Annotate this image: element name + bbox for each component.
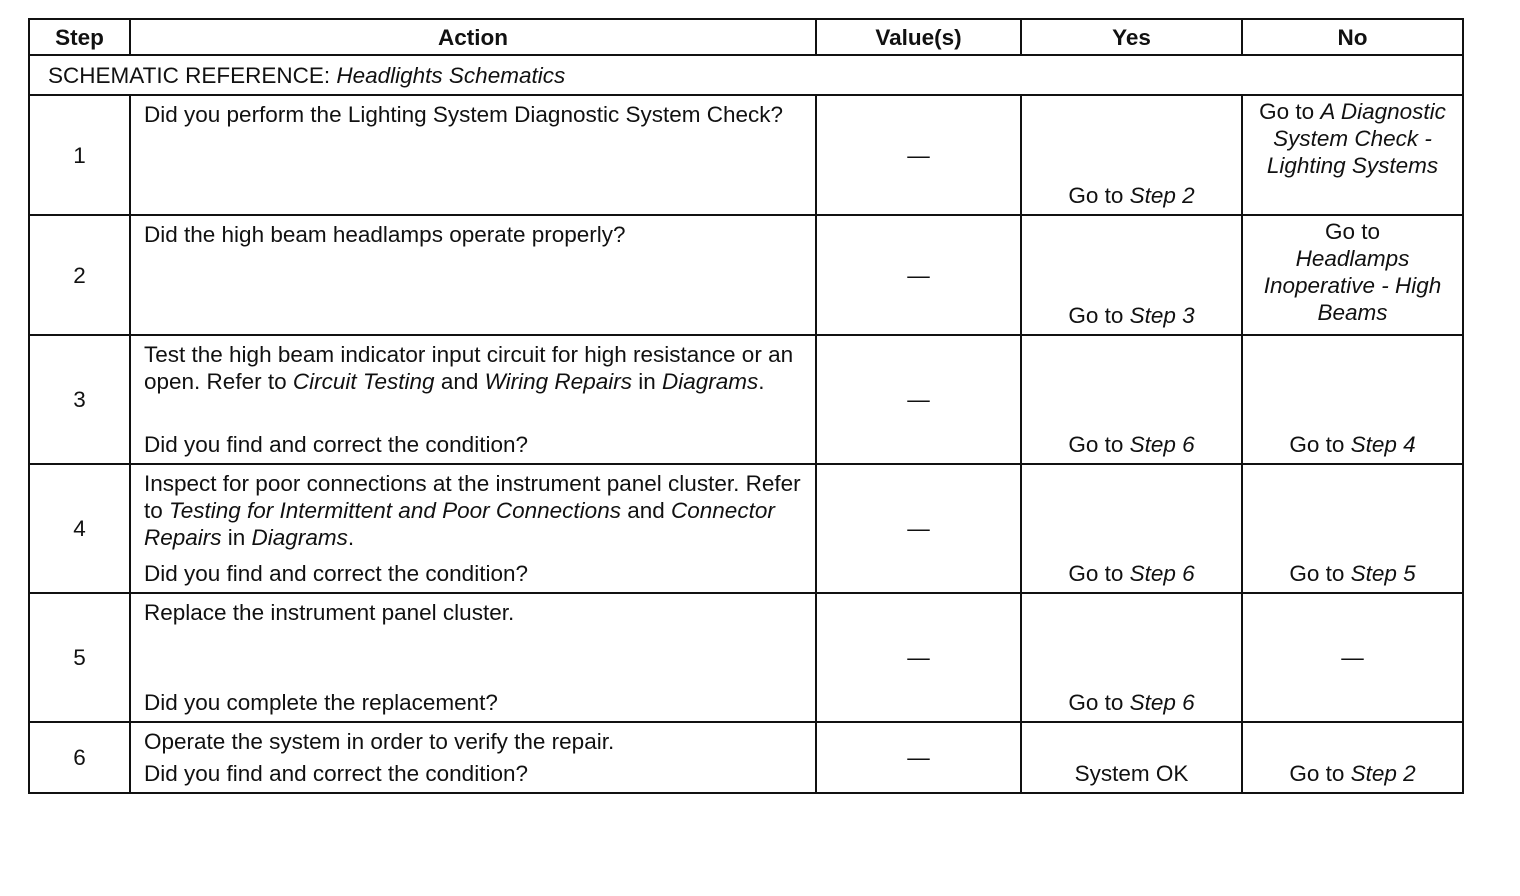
yes-cell: [1021, 593, 1242, 722]
ref-testing-intermittent[interactable]: Testing for Intermittent and Poor Connections: [169, 498, 621, 523]
action-text: Did you perform the Lighting System Diagnostic System Check?: [144, 102, 784, 127]
yes-cell: [1021, 95, 1242, 215]
no-goto[interactable]: [1243, 560, 1462, 587]
action-text-part: in: [221, 525, 252, 550]
no-prefix: Go to: [1324, 219, 1381, 244]
yes-link[interactable]: Step 6: [1129, 432, 1195, 457]
no-link[interactable]: Step 4: [1350, 432, 1416, 457]
action-cell: [130, 215, 816, 335]
action-text-part: and: [620, 498, 672, 523]
value-cell: —: [816, 335, 1021, 464]
action-cell: [130, 593, 816, 722]
header-row: [29, 19, 1463, 55]
action-question: Did you find and correct the condition?: [144, 561, 528, 586]
diagnostic-table: [28, 18, 1464, 794]
action-text: Replace the instrument panel cluster.: [144, 600, 515, 625]
action-cell: [130, 95, 816, 215]
no-cell: [1242, 95, 1463, 215]
no-goto[interactable]: [1243, 96, 1462, 179]
action-text-part: Test the high beam indicator input circuit for high resistance or an open. Refer to: [144, 342, 794, 394]
yes-link[interactable]: Step 3: [1129, 303, 1195, 328]
action-question: Did you find and correct the condition?: [144, 432, 528, 457]
action-question: Did you find and correct the condition?: [144, 761, 528, 786]
step-number: 2: [29, 215, 130, 335]
no-link[interactable]: Step 2: [1350, 761, 1416, 786]
yes-result: System OK: [1074, 761, 1189, 786]
value-cell: —: [816, 464, 1021, 593]
no-prefix: Go to: [1289, 432, 1351, 457]
action-text-part: .: [347, 525, 355, 550]
yes-prefix: Go to: [1068, 303, 1130, 328]
table-row: [29, 464, 1463, 593]
schematic-reference-link[interactable]: Headlights Schematics: [336, 62, 566, 88]
step-number: 3: [29, 335, 130, 464]
yes-cell: [1021, 215, 1242, 335]
yes-link[interactable]: Step 6: [1129, 690, 1195, 715]
table-row: [29, 593, 1463, 722]
schematic-reference-row: [29, 55, 1463, 95]
ref-diagrams[interactable]: Diagrams: [661, 369, 759, 394]
no-prefix: Go to: [1259, 99, 1321, 124]
schematic-reference-label: SCHEMATIC REFERENCE:: [48, 62, 337, 88]
no-link[interactable]: Headlamps Inoperative - High Beams: [1263, 246, 1442, 325]
value-cell: —: [816, 722, 1021, 793]
no-prefix: Go to: [1289, 561, 1351, 586]
header-action: Action: [130, 19, 816, 55]
ref-diagrams[interactable]: Diagrams: [251, 525, 348, 550]
no-cell: —: [1242, 593, 1463, 722]
no-cell: [1242, 215, 1463, 335]
no-prefix: Go to: [1289, 761, 1351, 786]
value-cell: —: [816, 593, 1021, 722]
value-cell: —: [816, 95, 1021, 215]
yes-goto[interactable]: [1022, 182, 1241, 209]
no-cell: [1242, 722, 1463, 793]
yes-cell: [1021, 722, 1242, 793]
yes-goto[interactable]: [1022, 560, 1241, 587]
action-text-part: and: [434, 369, 485, 394]
yes-link[interactable]: Step 2: [1129, 183, 1195, 208]
yes-prefix: Go to: [1068, 561, 1130, 586]
action-text: Operate the system in order to verify the repair.: [144, 729, 615, 754]
yes-prefix: Go to: [1068, 690, 1130, 715]
action-text-part: in: [631, 369, 662, 394]
no-link[interactable]: Step 5: [1350, 561, 1416, 586]
action-text-part: .: [758, 369, 765, 394]
table-row: [29, 95, 1463, 215]
header-no: No: [1242, 19, 1463, 55]
yes-goto[interactable]: [1022, 302, 1241, 329]
action-cell: [130, 464, 816, 593]
no-link[interactable]: A Diagnostic System Check - Lighting Systems: [1266, 99, 1446, 178]
schematic-reference: [29, 55, 1463, 95]
header-values: Value(s): [816, 19, 1021, 55]
header-step: Step: [29, 19, 130, 55]
step-number: 6: [29, 722, 130, 793]
header-yes: Yes: [1021, 19, 1242, 55]
action-text: Did the high beam headlamps operate properly?: [144, 222, 626, 247]
value-cell: —: [816, 215, 1021, 335]
no-cell: [1242, 464, 1463, 593]
action-text: [144, 341, 805, 395]
action-cell: [130, 335, 816, 464]
no-goto[interactable]: [1243, 216, 1462, 326]
ref-connector-repairs[interactable]: Connector Repairs: [144, 498, 775, 550]
yes-cell: [1021, 335, 1242, 464]
no-cell: [1242, 335, 1463, 464]
step-number: 4: [29, 464, 130, 593]
action-cell: [130, 722, 816, 793]
yes-goto[interactable]: [1022, 689, 1241, 716]
no-goto[interactable]: [1243, 431, 1462, 458]
yes-goto[interactable]: [1022, 431, 1241, 458]
action-text: [144, 470, 805, 551]
no-goto[interactable]: [1243, 760, 1462, 787]
yes-prefix: Go to: [1068, 432, 1130, 457]
yes-prefix: Go to: [1068, 183, 1130, 208]
ref-wiring-repairs[interactable]: Wiring Repairs: [484, 369, 632, 394]
ref-circuit-testing[interactable]: Circuit Testing: [292, 369, 435, 394]
table-row: [29, 335, 1463, 464]
yes-cell: [1021, 464, 1242, 593]
step-number: 1: [29, 95, 130, 215]
table-row: [29, 215, 1463, 335]
step-number: 5: [29, 593, 130, 722]
table-row: [29, 722, 1463, 793]
action-text-part: Inspect for poor connections at the instrument panel cluster. Refer to: [144, 471, 801, 523]
yes-link[interactable]: Step 6: [1129, 561, 1195, 586]
action-question: Did you complete the replacement?: [144, 690, 498, 715]
